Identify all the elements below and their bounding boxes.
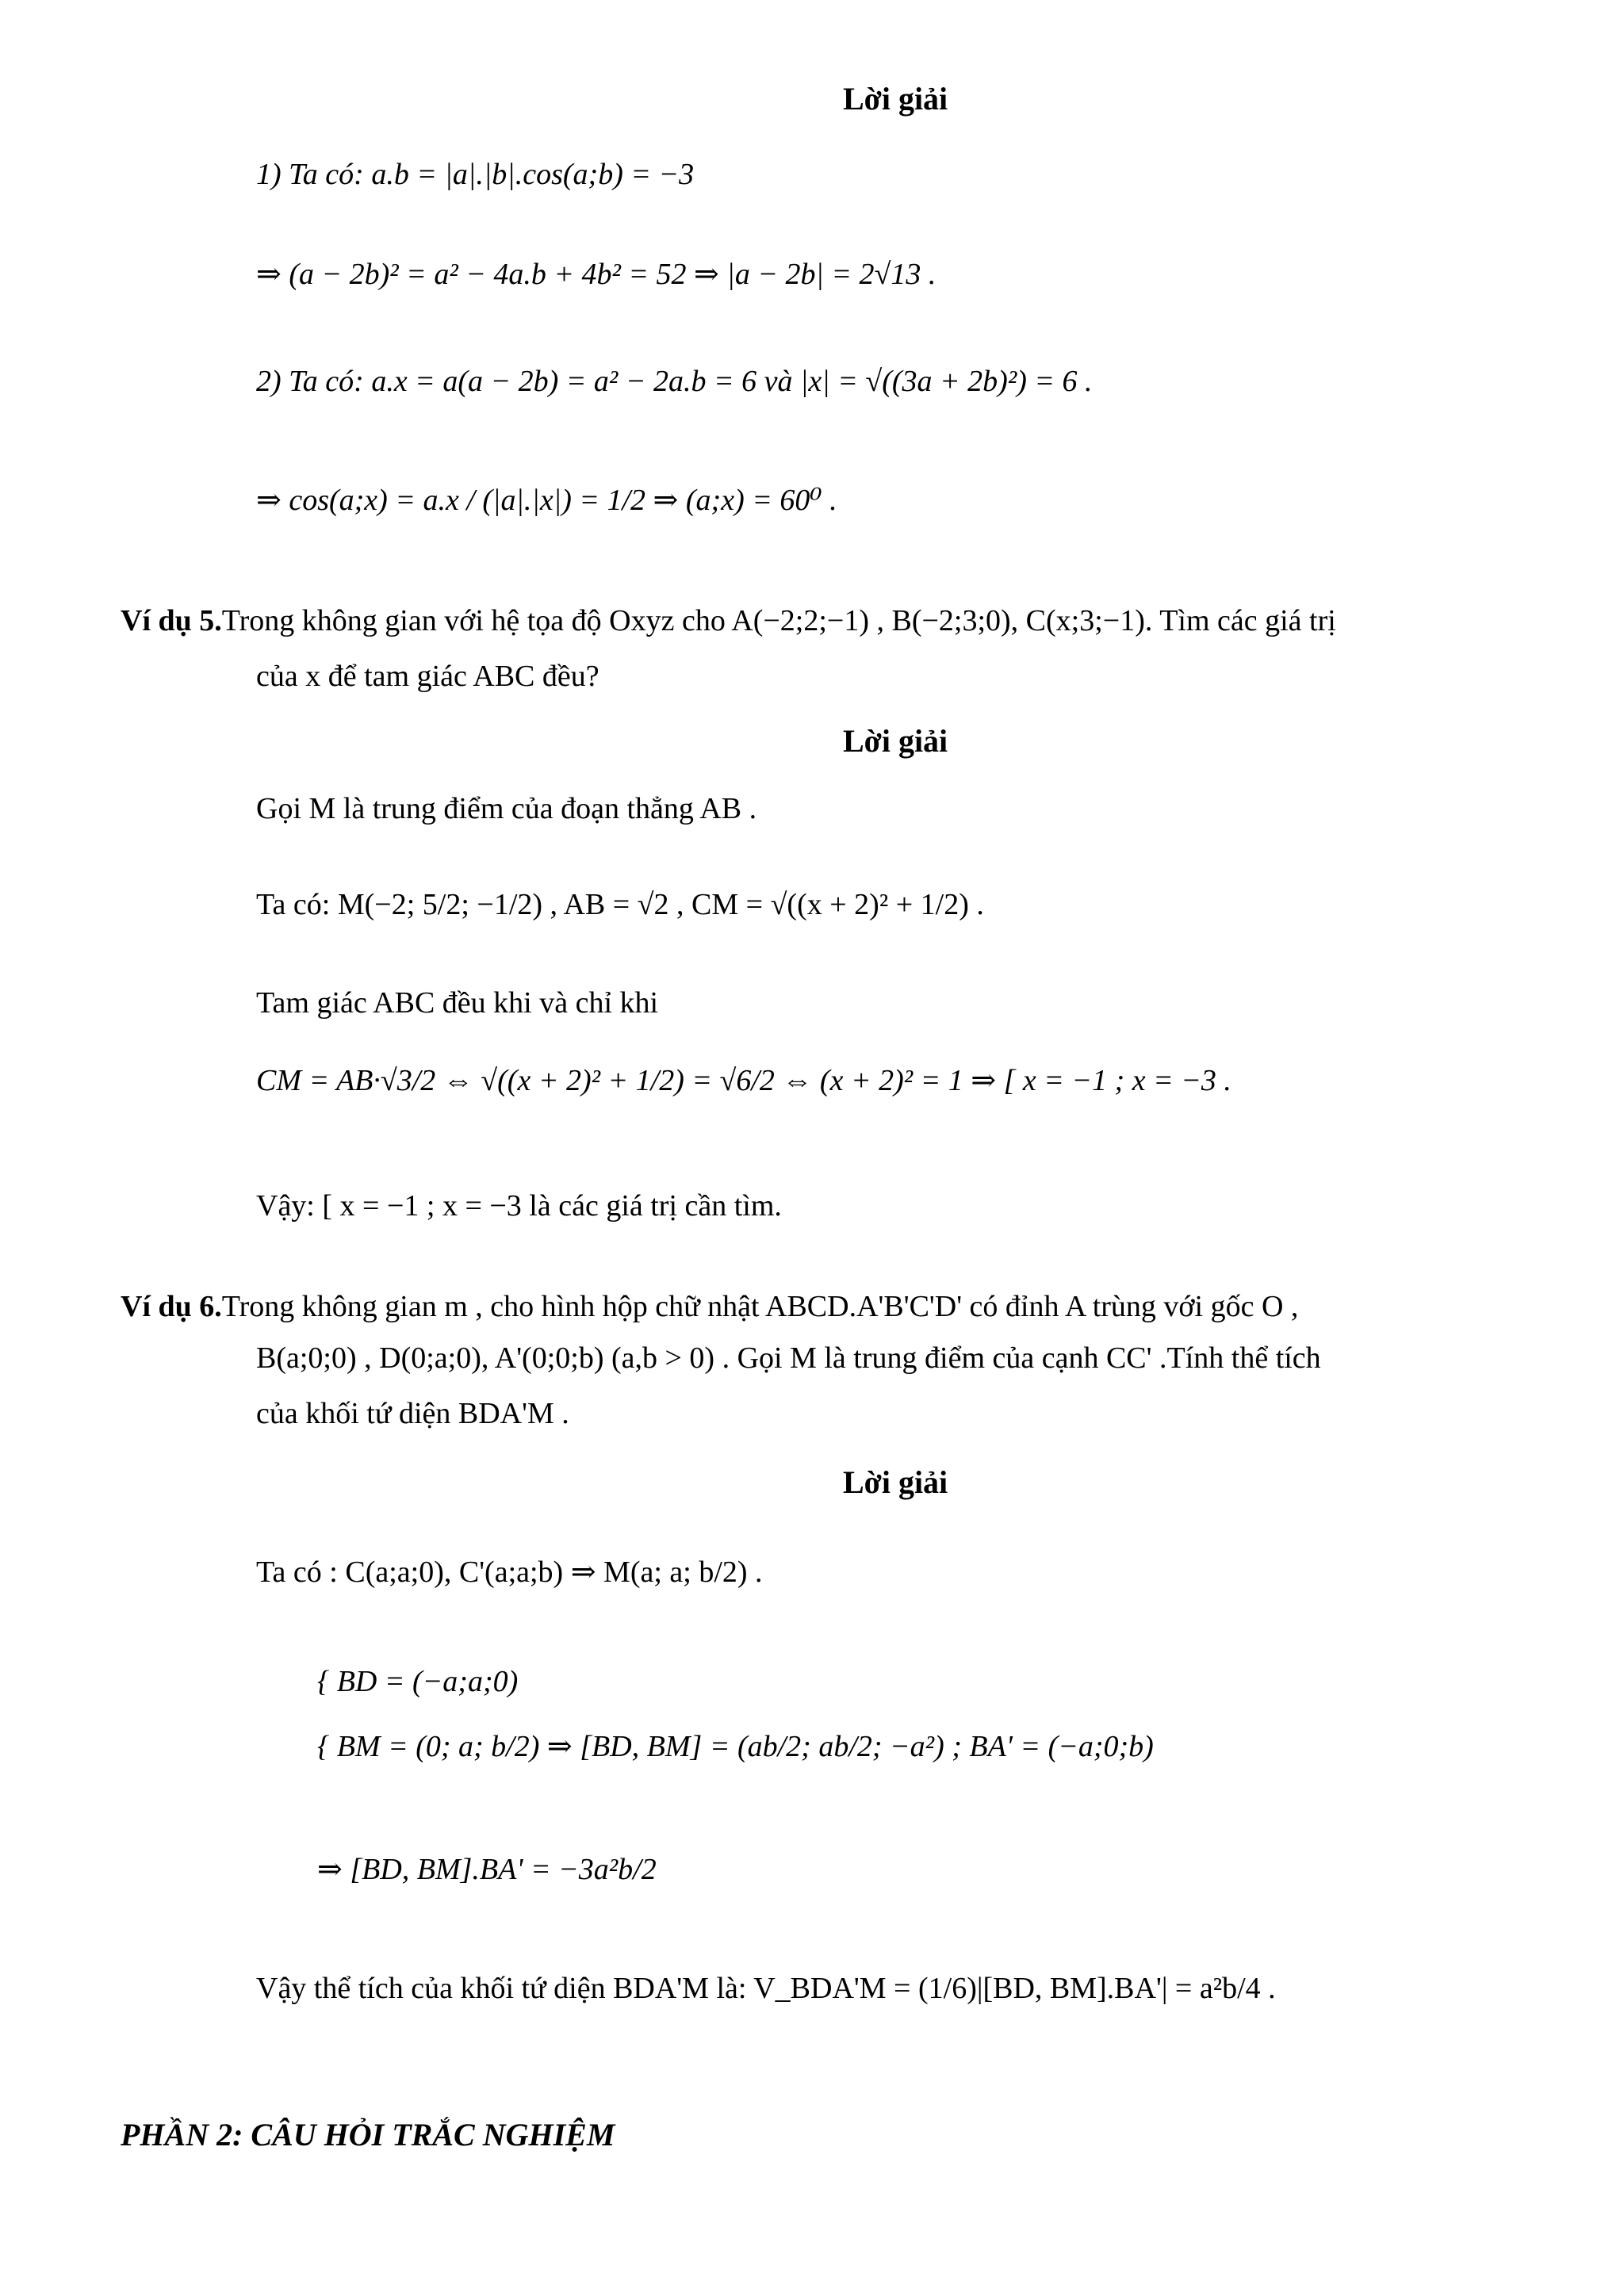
example5-solution-line-1: Gọi M là trung điểm của đoạn thẳng AB .: [256, 792, 757, 825]
part1-line-4: ⇒ cos(a;x) = a.x / (|a|.|x|) = 1/2 ⇒ (a;x) = 60⁰ .: [256, 484, 837, 517]
example6-solution-line-2: { BD = (−a;a;0): [317, 1665, 519, 1698]
example5-text-1: Trong không gian với hệ tọa độ Oxyz cho A(−2;2;−1) , B(−2;3;0), C(x;3;−1). Tìm các giá trị: [221, 604, 1336, 637]
example6-solution-line-1: Ta có : C(a;a;0), C'(a;a;b) ⇒ M(a; a; b/2) .: [256, 1556, 763, 1589]
part1-line-1: 1) Ta có: a.b = |a|.|b|.cos(a;b) = −3: [256, 158, 695, 191]
solution-heading-2: Lời giải: [843, 723, 948, 759]
part2-title: PHẦN 2: CÂU HỎI TRẮC NGHIỆM: [121, 2117, 615, 2152]
solution-heading-3: Lời giải: [843, 1464, 948, 1500]
example6-line-3: của khối tứ diện BDA'M .: [256, 1397, 569, 1430]
example5-line-2: của x để tam giác ABC đều?: [256, 660, 599, 693]
solution-heading-1: Lời giải: [843, 81, 948, 117]
example6-solution-line-5: Vậy thể tích của khối tứ diện BDA'M là: V_BDA'M = (1/6)|[BD, BM].BA'| = a²b/4 .: [256, 1972, 1276, 2005]
example5-solution-line-5: Vậy: [ x = −1 ; x = −3 là các giá trị cần tìm.: [256, 1189, 782, 1223]
example5-line-1: [121, 603, 1336, 641]
example6-solution-line-4: ⇒ [BD, BM].BA' = −3a²b/2: [317, 1853, 657, 1886]
example5-solution-line-2: Ta có: M(−2; 5/2; −1/2) , AB = √2 , CM = √((x + 2)² + 1/2) .: [256, 888, 984, 921]
part1-line-2: ⇒ (a − 2b)² = a² − 4a.b + 4b² = 52 ⇒ |a − 2b| = 2√13 .: [256, 258, 936, 291]
example6-solution-line-3: { BM = (0; a; b/2) ⇒ [BD, BM] = (ab/2; ab/2; −a²) ; BA' = (−a;0;b): [317, 1730, 1154, 1763]
example5-solution-line-4: CM = AB·√3/2 ⇔ √((x + 2)² + 1/2) = √6/2 ⇔ (x + 2)² = 1 ⇒ [ x = −1 ; x = −3 .: [256, 1064, 1231, 1097]
example6-line-1: [121, 1288, 1298, 1326]
example5-solution-line-3: Tam giác ABC đều khi và chỉ khi: [256, 986, 659, 1020]
example6-text-1: Trong không gian m , cho hình hộp chữ nhật ABCD.A'B'C'D' có đỉnh A trùng với gốc O ,: [221, 1290, 1299, 1323]
part1-line-3: 2) Ta có: a.x = a(a − 2b) = a² − 2a.b = 6 và |x| = √((3a + 2b)²) = 6 .: [256, 365, 1093, 398]
example6-line-2: B(a;0;0) , D(0;a;0), A'(0;0;b) (a,b > 0) . Gọi M là trung điểm của cạnh CC' .Tính thể tích: [256, 1341, 1321, 1375]
example6-label: Ví dụ 6.: [121, 1290, 222, 1323]
example5-label: Ví dụ 5.: [121, 604, 222, 637]
